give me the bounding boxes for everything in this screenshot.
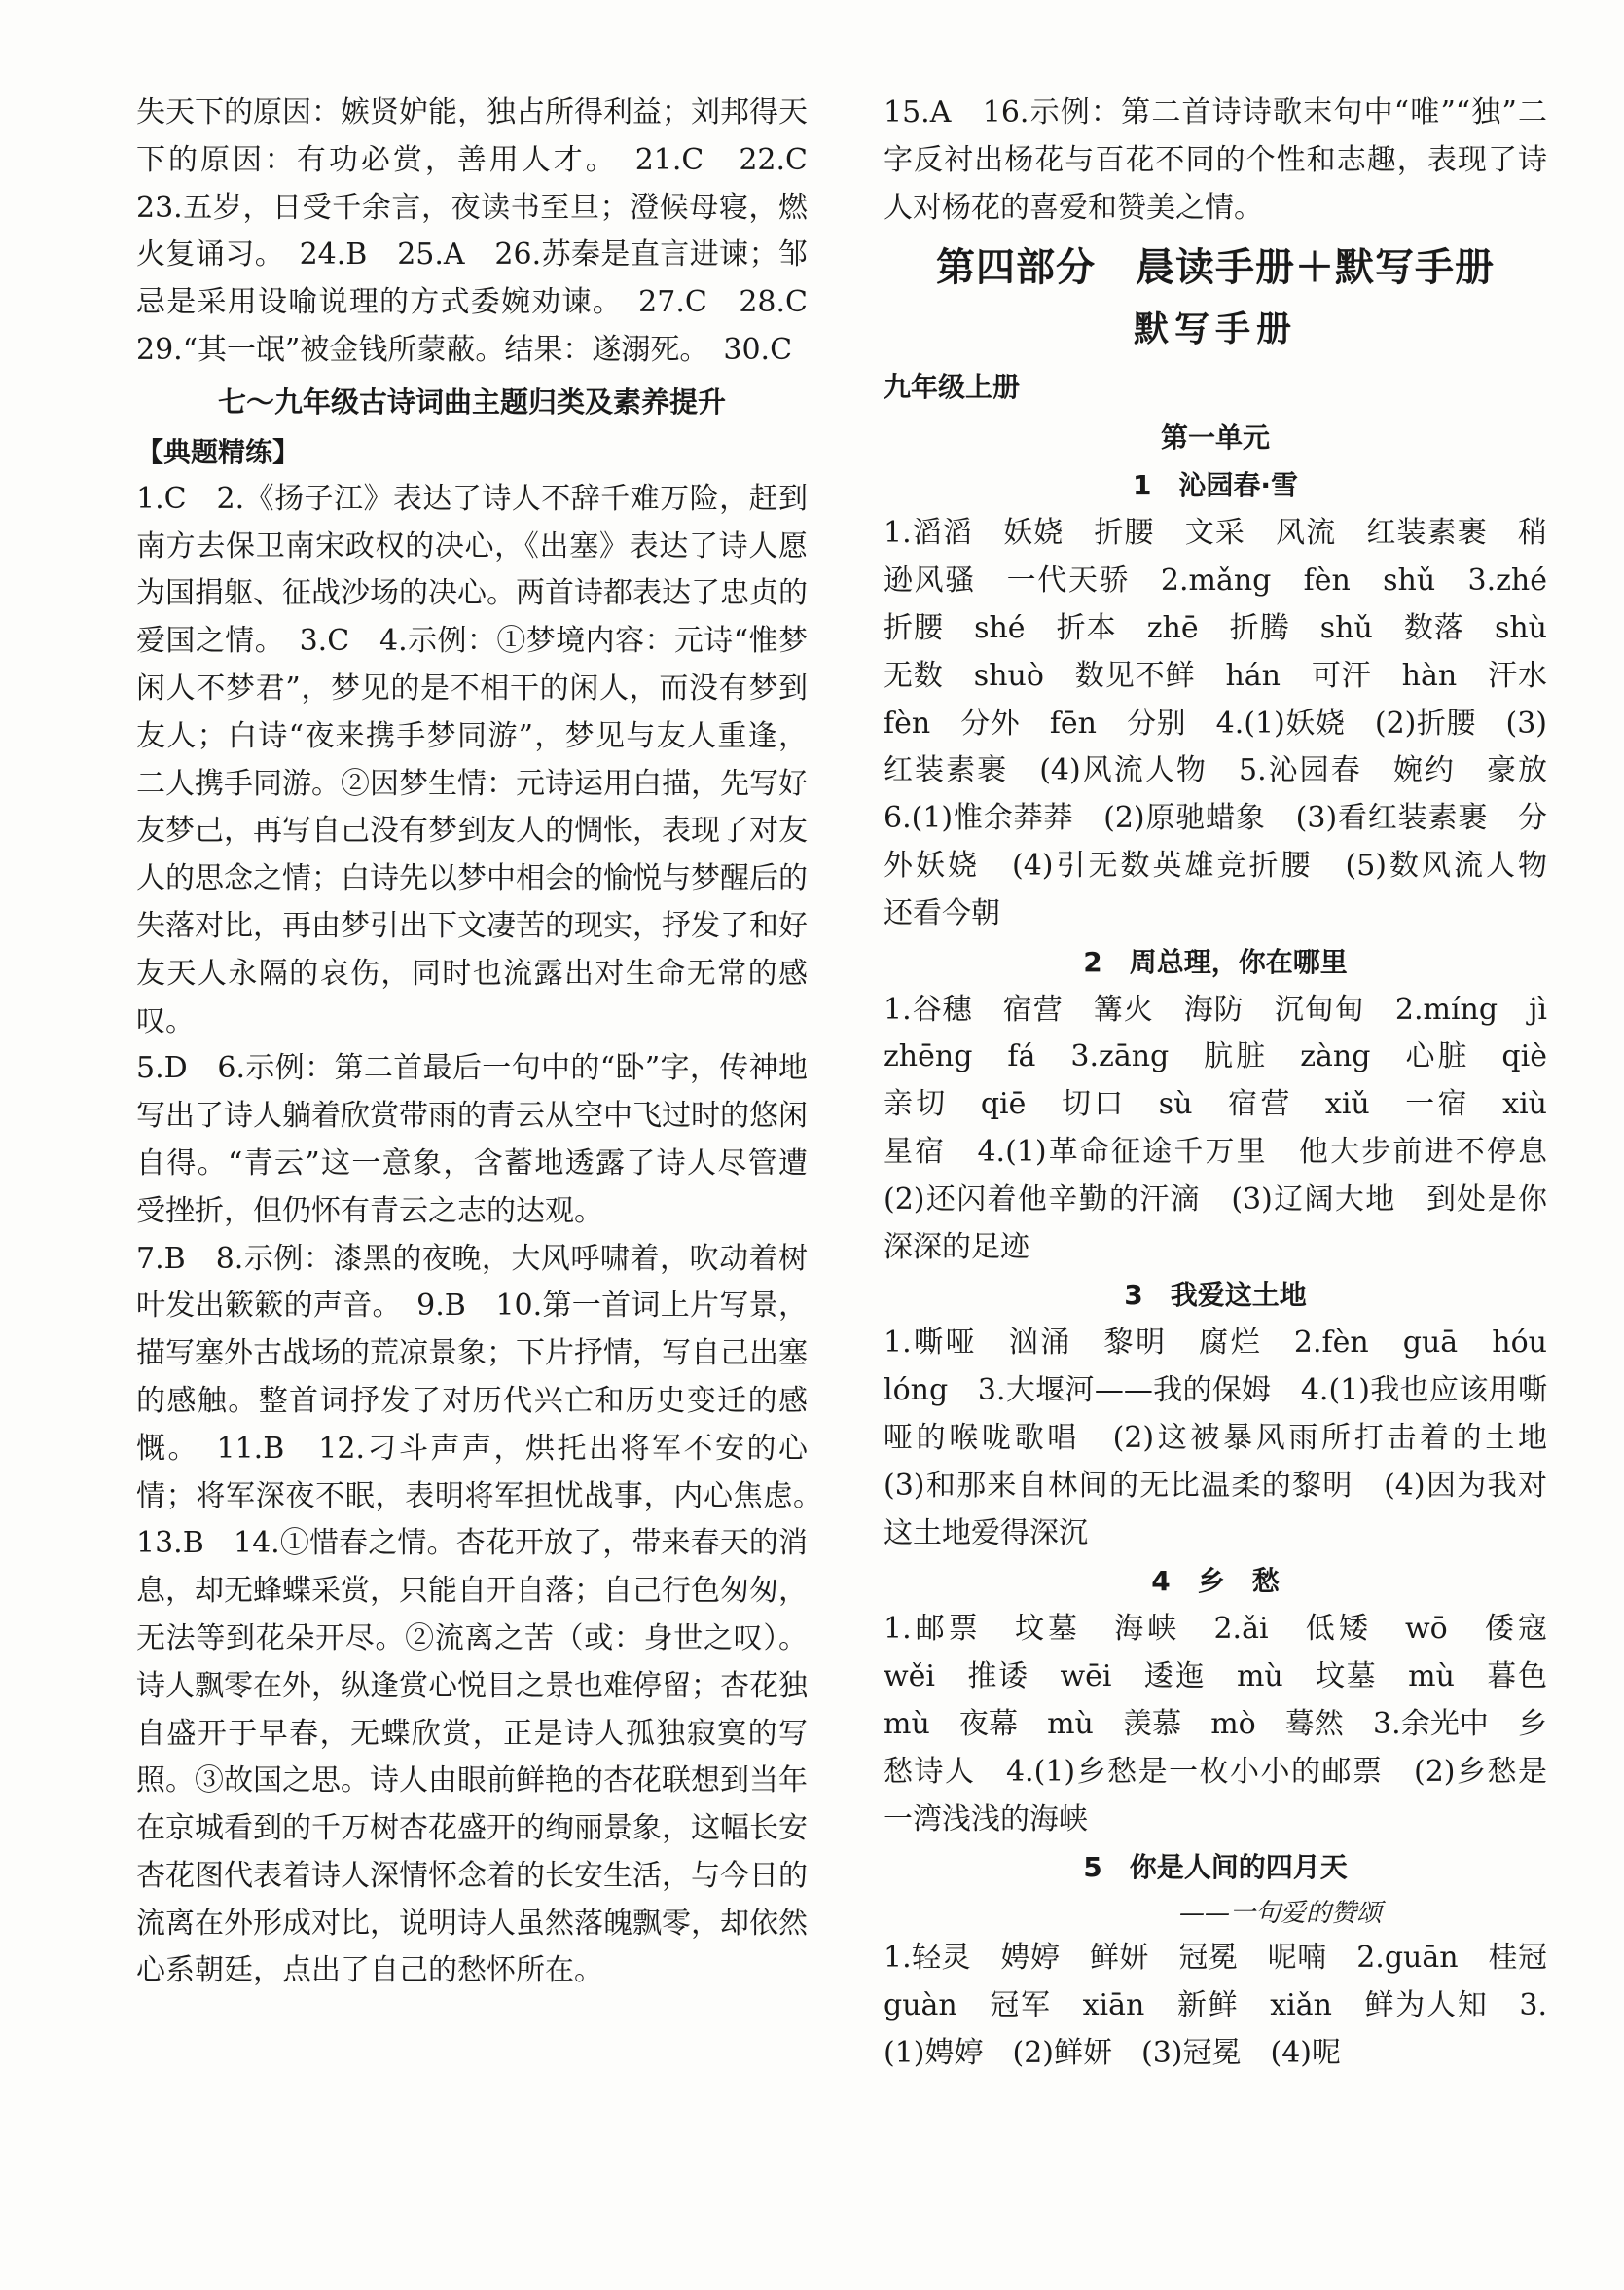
right-column <box>884 90 1576 2078</box>
lesson-title-2: 2 周总理，你在哪里 <box>1083 945 1348 978</box>
left-answers-block-1: 失天下的原因：嫉贤妒能，独占所得利益；刘邦得天下的原因：有功必赏，善用人才。 21.C 22.C 23.五岁，日受千余言，夜读书至旦；澄候母寝，燃火复诵习。 24.B 25.A 26.苏秦是直言进谏；邹忌是采用设喻说理的方式委婉劝谏。 27.C 28.C 29.“其一氓”被金钱所蒙蔽。结果：遂溺死。 30.C <box>136 95 837 367</box>
lesson-answers-5: 1.轻灵 娉婷 鲜妍 冠冕 呢喃 2.guān 桂冠 guàn 冠军 xiān 新鲜 xiǎn 鲜为人知 3.(1)娉婷 (2)鲜妍 (3)冠冕 (4)呢 <box>884 1941 1576 2070</box>
bracket-heading: 【典题精练】 <box>136 435 301 468</box>
lesson-subtitle-5: ——一句爱的赞颂 <box>1178 1899 1382 1929</box>
lesson-title-4: 4 乡 愁 <box>1151 1565 1280 1598</box>
section-title: 七～九年级古诗词曲主题归类及素养提升 <box>217 384 726 418</box>
left-answers-block-2: 1.C 2.《扬子江》表达了诗人不辞千难万险，赶到南方去保卫南宋政权的决心，《出塞》表达了诗人愿为国捐躯、征战沙场的决心。两首诗都表达了忠贞的爱国之情。 3.C 4.示例：①梦境内容：元诗“惟梦闲人不梦君”，梦见的是不相干的闲人，而没有梦到友人；白诗“夜来携手梦同游”，梦见与友人重逢，二人携手同游。②因梦生情：元诗运用白描，先写好友梦己，再写自己没有梦到友人的惆怅，表现了对友人的思念之情；白诗先以梦中相会的愉悦与梦醒后的失落对比，再由梦引出下文凄苦的现实，抒发了和好友天人永隔的哀伤，同时也流露出对生命无常的感叹。 <box>136 481 808 1038</box>
handbook-title: 默写手册 <box>1133 309 1297 350</box>
lesson-title-5: 5 你是人间的四月天 <box>1083 1851 1348 1884</box>
lesson-answers-3: 1.嘶哑 汹涌 黎明 腐烂 2.fèn guā hóu lóng 3.大堰河——我的保姆 4.(1)我也应该用嘶哑的喉咙歌唱 (2)这被暴风雨所打击着的土地 (3)和那来自林间的无比温柔的黎明 (4)因为我对这土地爱得深沉 <box>884 1326 1576 1550</box>
lesson-answers-2: 1.谷穗 宿营 篝火 海防 沉甸甸 2.míng jì zhēng fá 3.zāng 肮脏 zàng 心脏 qiè 亲切 qiē 切口 sù 宿营 xiǔ 一宿 xiù 星宿 4.(1)革命征途千万里 他大步前进不停息 (2)还闪着他辛勤的汗滴 (3)辽阔大地 到处是你深深的足迹 <box>884 992 1576 1264</box>
left-answers-block-4: 7.B 8.示例：漆黑的夜晚，大风呼啸着，吹动着树叶发出簌簌的声音。 9.B 10.第一首词上片写景，描写塞外古战场的荒凉景象；下片抒情，写自己出塞的感触。整首词抒发了对历代兴亡和历史变迁的感慨。 11.B 12.刁斗声声，烘托出将军不安的心情；将军深夜不眠，表明将军担忧战事，内心焦虑。 13.B 14.①惜春之情。杏花开放了，带来春天的消息，却无蜂蝶采赏，只能自开自落；自己行色匆匆，无法等到花朵开尽。②流离之苦（或：身世之叹）。诗人飘零在外，纵逢赏心悦目之景也难停留；杏花独自盛开于早春，无蝶欣赏，正是诗人孤独寂寞的写照。③故国之思。诗人由眼前鲜艳的杏花联想到当年在京城看到的千万树杏花盛开的绚丽景象，这幅长安杏花图代表着诗人深情怀念着的长安生活，与今日的流离在外形成对比，说明诗人虽然落魄飘零，却依然心系朝廷，点出了自己的愁怀所在。 <box>136 1241 837 1988</box>
part-title: 第四部分 晨读手册＋默写手册 <box>936 245 1495 291</box>
grade-label: 九年级上册 <box>884 371 1021 404</box>
right-answers-block-1: 15.A 16.示例：第二首诗诗歌末句中“唯”“独”二字反衬出杨花与百花不同的个性和志趣，表现了诗人对杨花的喜爱和赞美之情。 <box>884 95 1547 225</box>
unit-title: 第一单元 <box>1160 421 1270 454</box>
lesson-title-3: 3 我爱这土地 <box>1124 1279 1307 1312</box>
lesson-title-1: 1 沁园春·雪 <box>1132 469 1299 502</box>
lesson-answers-1: 1.滔滔 妖娆 折腰 文采 风流 红装素裹 稍逊风骚 一代天骄 2.mǎng fèn shǔ 3.zhé 折腰 shé 折本 zhē 折腾 shǔ 数落 shù 无数 shuò 数见不鲜 hán 可汗 hàn 汗水 fèn 分外 fēn 分别 4.(1)妖娆 (2)折腰 (3)红装素裹 (4)风流人物 5.沁园春 婉约 豪放 6.(1)惟余莽莽 (2)原驰蜡象 (3)看红装素裹 分外妖娆 (4)引无数英雄竞折腰 (5)数风流人物 还看今朝 <box>884 516 1576 930</box>
left-column <box>136 90 837 1995</box>
lesson-answers-4: 1.邮票 坟墓 海峡 2.ǎi 低矮 wō 倭寇 wěi 推诿 wēi 逶迤 mù 坟墓 mù 暮色 mù 夜幕 mù 羡慕 mò 蓦然 3.余光中 乡愁诗人 4.(1)乡愁是一枚小小的邮票 (2)乡愁是一湾浅浅的海峡 <box>884 1612 1576 1836</box>
left-answers-block-3: 5.D 6.示例：第二首最后一句中的“卧”字，传神地写出了诗人躺着欣赏带雨的青云从空中飞过时的悠闲自得。“青云”这一意象，含蓄地透露了诗人尽管遭受挫折，但仍怀有青云之志的达观。 <box>136 1051 808 1228</box>
